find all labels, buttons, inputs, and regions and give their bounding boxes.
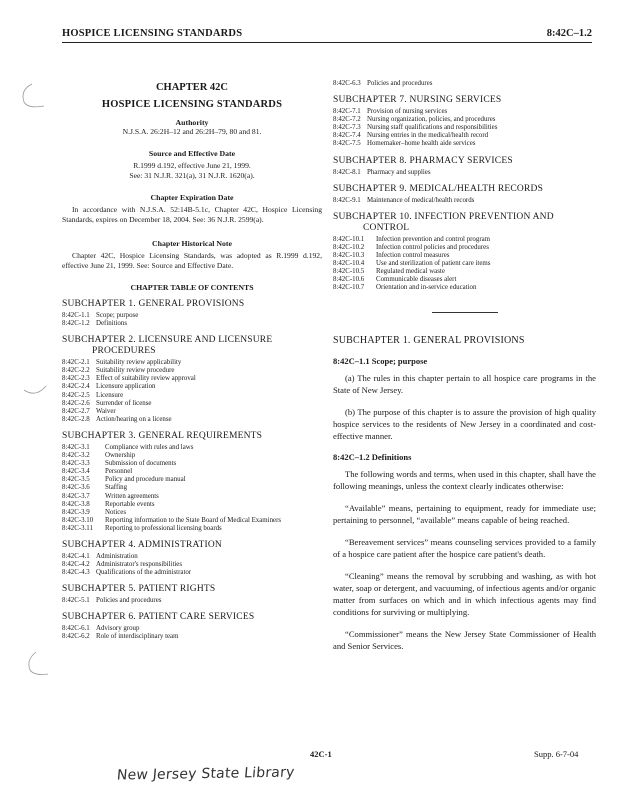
toc-item-title: Action/hearing on a license: [96, 415, 172, 423]
toc-item-title: Orientation and in-service education: [376, 284, 477, 292]
toc-item[interactable]: [333, 197, 596, 205]
toc-item-number: 8:42C-3.6: [62, 484, 90, 492]
toc-item-title: Nursing staff qualifications and responsibilities: [367, 124, 498, 132]
authority-heading: Authority: [175, 118, 209, 127]
toc-subchapter-title[interactable]: SUBCHAPTER 2. LICENSURE AND LICENSURE: [62, 335, 273, 346]
toc-item[interactable]: [333, 260, 596, 268]
toc-item-number: 8:42C-7.3: [333, 124, 361, 132]
toc-item-title: Policies and procedures: [96, 597, 162, 605]
toc-item-number: 8:42C-3.2: [62, 452, 90, 460]
toc-item-title: Scope; purpose: [96, 312, 139, 319]
expiration-heading: Chapter Expiration Date: [150, 193, 234, 202]
toc-item[interactable]: [333, 268, 596, 276]
toc-item-number: 8:42C-2.3: [62, 375, 90, 383]
toc-item-title: Licensure application: [96, 383, 156, 391]
toc-heading: CHAPTER TABLE OF CONTENTS: [130, 283, 254, 292]
paragraph: “Bereavement services” means counseling services provided to a family of a hospice care patient after the hospice care patient's death.: [333, 537, 596, 560]
toc-item[interactable]: [62, 561, 322, 569]
paragraph: “Cleaning” means the removal by scrubbing and washing, as with hot water, soap or detergent, and vacuuming, of infectious agents and/or organic matter from surfaces on which and in which infectious agents may find conditions for surviving or multiplying.: [333, 571, 596, 618]
toc-item-number: 8:42C-5.1: [62, 597, 90, 605]
toc-item-title: Submission of documents: [105, 460, 177, 468]
section-heading: 8:42C–1.1 Scope; purpose: [333, 356, 428, 367]
toc-item-number: 8:42C-2.8: [62, 415, 90, 423]
toc-item-title: Administrator's responsibilities: [96, 561, 183, 569]
source-line: See: 31 N.J.R. 321(a), 31 N.J.R. 1620(a).: [129, 171, 255, 180]
toc-item-number: 8:42C-9.1: [333, 196, 361, 204]
subchapter-heading: SUBCHAPTER 1. GENERAL PROVISIONS: [333, 335, 525, 347]
toc-item-number: 8:42C-2.1: [62, 359, 90, 367]
toc-item[interactable]: [333, 244, 596, 252]
paragraph: (a) The rules in this chapter pertain to all hospice care programs in the State of New Jersey.: [333, 373, 596, 396]
left-column: [62, 80, 322, 642]
toc-item[interactable]: [333, 108, 596, 116]
toc-item-number: 8:42C-4.1: [62, 552, 90, 560]
toc-subchapter-title-cont[interactable]: PROCEDURES: [92, 346, 156, 357]
toc-item[interactable]: [62, 517, 322, 525]
toc-item-title: Effect of suitability review approval: [96, 375, 196, 383]
toc-item[interactable]: [62, 444, 322, 452]
toc-item[interactable]: [62, 408, 322, 416]
toc-item-number: 8:42C-6.3: [333, 80, 361, 87]
toc-item-title: Reporting to professional licensing boards: [105, 524, 222, 532]
page-number: 42C-1: [310, 749, 332, 759]
history-heading: Chapter Historical Note: [152, 239, 232, 248]
toc-item-title: Qualifications of the administrator: [96, 569, 192, 577]
toc-item-number: 8:42C-10.7: [333, 284, 365, 292]
toc-item-title: Provision of nursing services: [367, 108, 448, 116]
toc-item[interactable]: [62, 569, 322, 577]
toc-list: [62, 625, 322, 641]
toc-item[interactable]: [62, 509, 322, 517]
toc-item-title: Ownership: [105, 452, 136, 460]
toc-item-title: Written agreements: [105, 492, 159, 500]
toc-item[interactable]: [62, 460, 322, 468]
toc-item-title: Notices: [105, 508, 127, 516]
source-heading: Source and Effective Date: [148, 149, 236, 158]
toc-item-number: 8:42C-2.7: [62, 407, 90, 415]
toc-item-title: Administration: [96, 552, 138, 560]
toc-item-title: Infection prevention and control program: [376, 235, 491, 243]
toc-item-number: 8:42C-7.4: [333, 132, 361, 140]
toc-item[interactable]: [62, 367, 322, 375]
chapter-number: CHAPTER 42C: [155, 82, 229, 93]
toc-item[interactable]: [333, 132, 596, 140]
toc-item-number: 8:42C-1.1: [62, 312, 90, 319]
toc-item[interactable]: [62, 501, 322, 509]
paragraph: “Available” means, pertaining to equipment, ready for immediate use; pertaining to personnel, “available” means capable of being reached.: [333, 503, 596, 526]
toc-left: [62, 299, 322, 642]
chapter-title: HOSPICE LICENSING STANDARDS: [101, 99, 283, 110]
toc-item[interactable]: [62, 383, 322, 391]
section-heading: 8:42C–1.2 Definitions: [333, 452, 412, 463]
toc-item-title: Compliance with rules and laws: [105, 443, 194, 451]
toc-item[interactable]: [62, 392, 322, 400]
header-section: 8:42C–1.2: [546, 28, 592, 39]
toc-item-title: Use and sterilization of patient care items: [376, 260, 491, 268]
toc-item[interactable]: [62, 468, 322, 476]
section-body: [333, 468, 596, 652]
margin-hole-mark: [18, 82, 48, 112]
toc-item[interactable]: [62, 312, 322, 320]
toc-item-number: 8:42C-4.3: [62, 569, 90, 577]
toc-item-title: Suitability review procedure: [96, 367, 175, 375]
toc-item-number: 8:42C-2.2: [62, 367, 90, 375]
toc-item-number: 8:42C-10.6: [333, 276, 365, 284]
toc-item-title: Pharmacy and supplies: [367, 168, 431, 176]
toc-item[interactable]: [333, 124, 596, 132]
toc-item-title: Staffing: [105, 484, 128, 492]
toc-item[interactable]: [62, 400, 322, 408]
toc-list: [333, 236, 596, 293]
toc-item[interactable]: [62, 625, 322, 633]
toc-item-title: Suitability review applicability: [96, 359, 182, 367]
toc-item-number: 8:42C-10.4: [333, 260, 365, 268]
toc-item[interactable]: [333, 236, 596, 244]
library-stamp: New Jersey State Library: [116, 764, 296, 784]
toc-list: [333, 108, 596, 148]
toc-item-number: 8:42C-3.3: [62, 460, 90, 468]
toc-item-title: Waiver: [96, 407, 116, 415]
toc-item[interactable]: [62, 452, 322, 460]
toc-item-number: 8:42C-3.4: [62, 468, 90, 476]
toc-item[interactable]: [62, 416, 322, 424]
toc-item-title: Personnel: [105, 468, 133, 476]
toc-item-number: 8:42C-10.2: [333, 243, 365, 251]
toc-item[interactable]: [333, 116, 596, 124]
toc-item[interactable]: [62, 320, 322, 328]
toc-subchapter-title[interactable]: SUBCHAPTER 10. INFECTION PREVENTION AND: [333, 211, 554, 222]
toc-item[interactable]: [62, 484, 322, 492]
toc-item[interactable]: [62, 359, 322, 367]
toc-item-title: Regulated medical waste: [376, 268, 445, 276]
toc-subchapter-title[interactable]: SUBCHAPTER 9. MEDICAL/HEALTH RECORDS: [333, 183, 544, 194]
toc-item-number: 8:42C-10.1: [333, 235, 365, 243]
toc-item-number: 8:42C-7.2: [333, 116, 361, 124]
paragraph: (b) The purpose of this chapter is to assure the provision of high quality hospice services to the residents of New Jersey in a coordinated and cost-effective manner.: [333, 407, 596, 442]
margin-hole-mark: [22, 650, 52, 680]
toc-item-title: Infection control policies and procedures: [376, 243, 489, 251]
supplement-date: Supp. 6-7-04: [534, 749, 579, 759]
toc-item-number: 8:42C-3.10: [62, 516, 94, 524]
toc-item-number: 8:42C-3.1: [62, 443, 90, 451]
toc-item[interactable]: [62, 633, 322, 641]
toc-subchapter-title[interactable]: SUBCHAPTER 3. GENERAL REQUIREMENTS: [62, 430, 263, 441]
toc-item-title: Definitions: [96, 320, 128, 328]
toc-item-number: 8:42C-10.3: [333, 251, 365, 259]
toc-list: [62, 553, 322, 577]
toc-list: [62, 597, 322, 605]
toc-item[interactable]: [62, 476, 322, 484]
toc-item[interactable]: [333, 252, 596, 260]
toc-item-title: Nursing organization, policies, and procedures: [367, 116, 496, 124]
right-column: [333, 80, 596, 652]
toc-item-title: Reportable events: [105, 500, 155, 508]
toc-subchapter-title[interactable]: SUBCHAPTER 4. ADMINISTRATION: [62, 539, 222, 550]
toc-list: [62, 359, 322, 424]
toc-item-title: Advisory group: [96, 625, 140, 633]
toc-item-number: 8:42C-10.5: [333, 268, 365, 276]
toc-item[interactable]: [333, 284, 596, 292]
toc-item[interactable]: [333, 169, 596, 177]
toc-item[interactable]: [333, 140, 596, 148]
toc-subchapter-title[interactable]: SUBCHAPTER 8. PHARMACY SERVICES: [333, 155, 513, 166]
toc-item-title: Nursing entries in the medical/health record: [367, 132, 489, 140]
toc-item-title: Licensure: [96, 391, 124, 399]
toc-list: [333, 169, 596, 177]
toc-item[interactable]: [333, 276, 596, 284]
toc-right: [333, 95, 596, 292]
toc-item-title: Maintenance of medical/health records: [367, 196, 475, 204]
toc-item[interactable]: [62, 553, 322, 561]
header-title: HOSPICE LICENSING STANDARDS: [62, 28, 243, 39]
expiration-text: In accordance with N.J.S.A. 52:14B-5.1c, Chapter 42C, Hospice Licensing Standards, expires on December 18, 2004. See: 36 N.J.R. 2599(a).: [62, 205, 322, 224]
toc-item-number: 8:42C-1.2: [62, 320, 90, 328]
toc-item-title: Surrender of license: [96, 399, 152, 407]
toc-item[interactable]: [62, 493, 322, 501]
toc-item-number: 8:42C-8.1: [333, 168, 361, 176]
toc-subchapter-title-cont[interactable]: CONTROL: [363, 222, 410, 233]
toc-list: [62, 444, 322, 533]
toc-item[interactable]: [62, 597, 322, 605]
toc-item-number: 8:42C-7.1: [333, 108, 361, 116]
toc-subchapter-title[interactable]: SUBCHAPTER 6. PATIENT CARE SERVICES: [62, 612, 255, 623]
toc-item[interactable]: [62, 525, 322, 533]
toc-item-title: Policy and procedure manual: [105, 476, 186, 484]
section-body: [333, 372, 596, 442]
toc-item-title: Policies and procedures: [367, 80, 433, 87]
toc-item-title: Reporting information to the State Board of Medical Examiners: [105, 516, 282, 524]
toc-item-number: 8:42C-3.11: [62, 524, 93, 532]
authority-text: N.J.S.A. 26:2H–12 and 26:2H–79, 80 and 81.: [122, 127, 262, 136]
toc-subchapter-title[interactable]: SUBCHAPTER 1. GENERAL PROVISIONS: [62, 299, 245, 309]
divider: [432, 312, 498, 313]
toc-item-title: Infection control measures: [376, 251, 450, 259]
toc-item[interactable]: [62, 375, 322, 383]
toc-item-number: 8:42C-6.1: [62, 625, 90, 633]
paragraph: The following words and terms, when used in this chapter, shall have the following meanings, unless the context clearly indicates otherwise:: [333, 469, 596, 492]
toc-list: [62, 312, 322, 328]
margin-hole-mark: [22, 380, 48, 398]
toc-subchapter-title[interactable]: SUBCHAPTER 7. NURSING SERVICES: [333, 95, 502, 106]
toc-item-title: Role of interdisciplinary team: [96, 633, 179, 641]
toc-item-number: 8:42C-3.5: [62, 476, 90, 484]
paragraph: “Commissioner” means the New Jersey State Commissioner of Health and Senior Services.: [333, 629, 596, 652]
toc-item-number: 8:42C-3.7: [62, 492, 90, 500]
toc-item-number: 8:42C-6.2: [62, 633, 90, 641]
running-header: [62, 28, 592, 43]
toc-item-number: 8:42C-3.8: [62, 500, 90, 508]
toc-item-number: 8:42C-2.5: [62, 391, 90, 399]
toc-item-number: 8:42C-4.2: [62, 561, 90, 569]
history-text: Chapter 42C, Hospice Licensing Standards, was adopted as R.1999 d.192, effective June 21, 1999. See: Source and Effective Date.: [62, 251, 322, 270]
toc-item-number: 8:42C-3.9: [62, 508, 90, 516]
toc-item-title: Communicable diseases alert: [376, 276, 457, 284]
toc-item-number: 8:42C-2.4: [62, 383, 90, 391]
toc-item[interactable]: [333, 80, 596, 88]
toc-item-number: 8:42C-7.5: [333, 140, 361, 148]
source-line: R.1999 d.192, effective June 21, 1999.: [133, 161, 251, 170]
toc-item-number: 8:42C-2.6: [62, 399, 90, 407]
toc-list: [333, 197, 596, 205]
toc-item-title: Homemaker–home health aide services: [367, 140, 476, 148]
toc-subchapter-title[interactable]: SUBCHAPTER 5. PATIENT RIGHTS: [62, 584, 216, 595]
